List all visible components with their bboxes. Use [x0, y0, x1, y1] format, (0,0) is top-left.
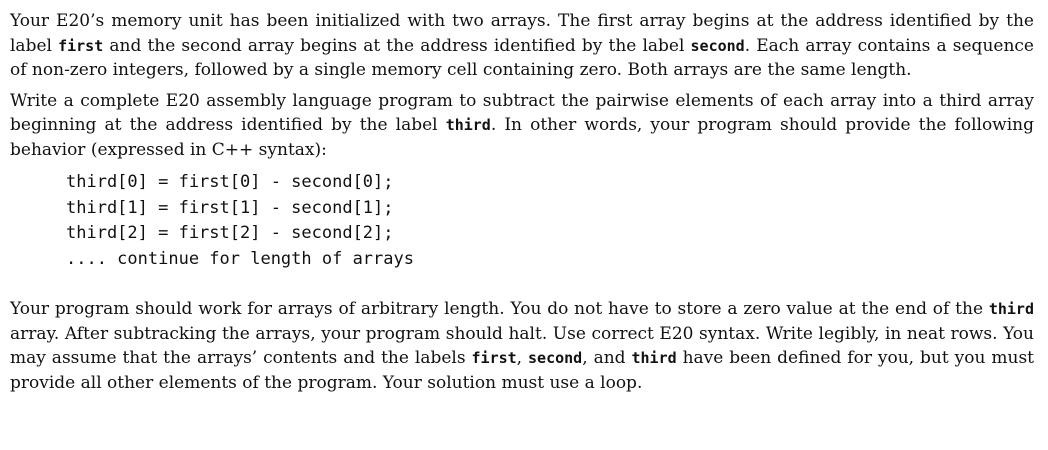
intro-paragraph — [10, 9, 1034, 83]
code-line-4: .... continue for length of arrays — [66, 248, 414, 269]
label-third-inline-2: third — [631, 349, 677, 367]
spacer — [10, 272, 1034, 297]
intro-text-1: Your E20’s memory unit has been initialized with two arrays. The first array begins at the address identified by the label — [10, 11, 1034, 56]
intro-text-2: and the second array begins at the address identified by the label — [103, 35, 691, 56]
label-first: first — [58, 36, 104, 55]
task-text-1: Write a complete E20 assembly language program to subtract the pairwise elements of each array into a third array beginning at the address identified by the label — [10, 90, 1034, 135]
label-second-inline: second — [528, 349, 583, 367]
label-second: second — [690, 36, 745, 55]
code-line-1: third[0] = first[0] - second[0]; — [66, 172, 394, 192]
requirements-paragraph — [10, 297, 1034, 395]
req-text-3: , — [516, 348, 529, 368]
req-text-2: array. After subtracking the arrays, your program should halt. Use correct E20 syntax. Write legibly, in neat rows. You may assume that the arrays’ contents and the labels — [10, 323, 1034, 368]
intro-text-3: . Each array contains a sequence of non-zero integers, followed by a single memory cell containing zero. Both arrays are the same length. — [10, 35, 1034, 80]
task-paragraph — [10, 89, 1034, 163]
code-example — [66, 170, 1034, 272]
req-text-4: , and — [582, 348, 632, 368]
task-text-2: . In other words, your program should provide the following behavior (expressed in C++ syntax): — [10, 115, 1034, 160]
code-line-3: third[2] = first[2] - second[2]; — [66, 223, 394, 243]
req-text-5: have been defined for you, but you must provide all other elements of the program. Your solution must use a loop. — [10, 348, 1034, 393]
code-line-2: third[1] = first[1] - second[1]; — [66, 197, 394, 218]
label-first-inline: first — [471, 349, 517, 367]
req-text-1: Your program should work for arrays of arbitrary length. You do not have to store a zero value at the end of the — [10, 299, 989, 319]
label-third: third — [445, 116, 491, 134]
problem-statement — [10, 9, 1034, 395]
label-third-inline: third — [988, 300, 1034, 318]
